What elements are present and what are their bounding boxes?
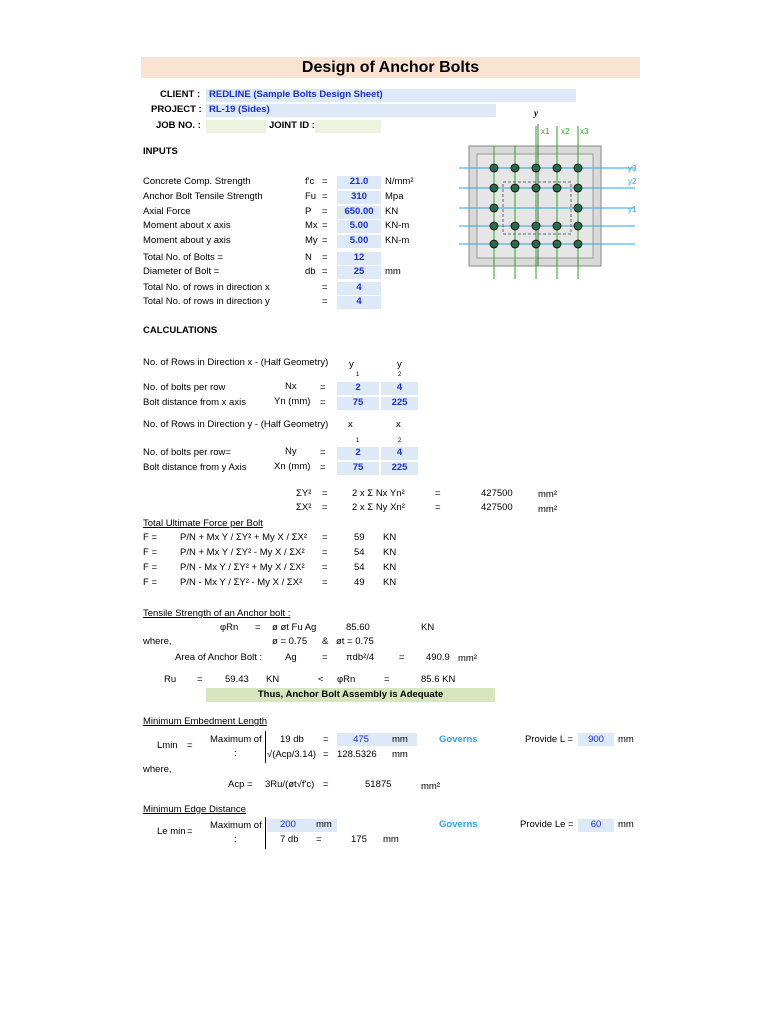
y1-label: y1 bbox=[628, 205, 637, 214]
client-value: REDLINE (Sample Bolts Design Sheet) bbox=[209, 89, 383, 100]
result-text: Thus, Anchor Bolt Assembly is Adequate bbox=[257, 689, 444, 700]
input-unit: mm bbox=[385, 266, 401, 277]
rows-y-sub2: 2 bbox=[398, 438, 402, 444]
eq: = bbox=[320, 397, 326, 408]
embed-r2-unit: mm bbox=[392, 749, 408, 760]
phiRn-value: 85.6 KN bbox=[421, 674, 456, 685]
lmin-label: Lmin bbox=[157, 740, 178, 751]
phiRn2: φRn bbox=[337, 674, 356, 685]
sum-x-lhs: ΣX² bbox=[296, 502, 312, 513]
x1-label: x1 bbox=[541, 127, 550, 136]
dist-y-x1: 75 bbox=[352, 462, 364, 473]
embed-governs: Governs bbox=[439, 734, 478, 745]
input-unit: KN-m bbox=[385, 235, 410, 246]
force-lhs: F = bbox=[143, 577, 157, 588]
force-value: 54 bbox=[354, 562, 365, 573]
rows-y-sub1: 1 bbox=[356, 438, 360, 444]
embed-r1-unit: mm bbox=[392, 734, 408, 745]
amp: & bbox=[322, 636, 329, 647]
where-label: where, bbox=[143, 636, 172, 647]
colon: : bbox=[234, 748, 237, 759]
force-value: 59 bbox=[354, 532, 365, 543]
lemin-label: Le min bbox=[157, 826, 186, 837]
sum-y-rhs: 2 x Σ Nx Yn² bbox=[352, 488, 405, 499]
input-unit: Mpa bbox=[385, 191, 404, 202]
rows-x-title: No. of Rows in Direction x - (Half Geometry) bbox=[143, 357, 329, 368]
input-eq: = bbox=[322, 282, 328, 293]
colon: : bbox=[234, 834, 237, 845]
input-eq: = bbox=[322, 296, 328, 307]
max-of-label: Maximum of bbox=[210, 734, 262, 745]
sum-x-unit: mm² bbox=[538, 504, 557, 515]
edge-governs: Governs bbox=[439, 819, 478, 830]
dist-x-y2: 225 bbox=[391, 397, 408, 408]
eq: = bbox=[187, 826, 193, 837]
input-value: 650.00 bbox=[344, 206, 374, 217]
provide-l-value: 900 bbox=[588, 734, 604, 745]
provide-le-value: 60 bbox=[590, 819, 602, 830]
input-eq: = bbox=[322, 235, 328, 246]
edge-r1-value: 200 bbox=[280, 819, 296, 830]
force-expr: P/N + Mx Y / ΣY² - My X / ΣX² bbox=[180, 547, 305, 558]
max-of-label: Maximum of bbox=[210, 820, 262, 831]
eq: = bbox=[197, 674, 203, 685]
force-heading: Total Ultimate Force per Bolt bbox=[143, 518, 263, 529]
acp-formula: 3Ru/(øt√f'c) bbox=[265, 779, 315, 790]
embed-r2-value: 128.5326 bbox=[337, 749, 377, 760]
sum-y-lhs: ΣY² bbox=[296, 488, 312, 499]
rows-x-col1: y bbox=[349, 359, 354, 370]
dist-y-label: Bolt distance from y Axis bbox=[143, 462, 247, 473]
input-value: 5.00 bbox=[349, 235, 369, 246]
input-eq: = bbox=[322, 206, 328, 217]
dist-y-symbol: Xn (mm) bbox=[274, 461, 311, 472]
input-label: Total No. of rows in direction y bbox=[143, 296, 270, 307]
rows-y-title: No. of Rows in Direction y - (Half Geometry) bbox=[143, 419, 329, 430]
input-symbol: Mx bbox=[305, 220, 318, 231]
area-unit: mm² bbox=[458, 653, 477, 664]
edge-r2-value: 175 bbox=[351, 834, 367, 845]
eq: = bbox=[187, 740, 193, 751]
force-lhs: F = bbox=[143, 547, 157, 558]
job-field[interactable] bbox=[206, 120, 266, 133]
area-value: 490.9 bbox=[426, 652, 450, 663]
force-unit: KN bbox=[383, 562, 397, 573]
where-label: where, bbox=[143, 764, 172, 775]
eq: = bbox=[322, 577, 328, 588]
input-value: 12 bbox=[353, 252, 365, 263]
input-label: Moment about y axis bbox=[143, 235, 231, 246]
x3-label: x3 bbox=[580, 127, 589, 136]
input-symbol: My bbox=[305, 235, 318, 246]
inputs-heading: INPUTS bbox=[143, 146, 178, 157]
eq: = bbox=[322, 502, 328, 513]
area-label: Area of Anchor Bolt : bbox=[175, 652, 263, 663]
eq: = bbox=[323, 749, 329, 760]
tensile-heading: Tensile Strength of an Anchor bolt : bbox=[143, 608, 291, 619]
eq: = bbox=[384, 674, 390, 685]
phi-value: ø = 0.75 bbox=[272, 636, 308, 647]
y3-label: y3 bbox=[628, 164, 637, 173]
input-value: 310 bbox=[351, 191, 367, 202]
force-lhs: F = bbox=[143, 562, 157, 573]
provide-le-unit: mm bbox=[618, 819, 634, 830]
provide-le-label: Provide Le = bbox=[520, 819, 574, 830]
input-symbol: N bbox=[305, 252, 312, 263]
input-symbol: f'c bbox=[305, 176, 315, 187]
eq: = bbox=[323, 734, 329, 745]
acp-lhs: Acp = bbox=[228, 779, 253, 790]
dist-x-symbol: Yn (mm) bbox=[274, 396, 311, 407]
eq: = bbox=[255, 622, 261, 633]
eq: = bbox=[322, 562, 328, 573]
eq: = bbox=[316, 834, 322, 845]
input-value: 4 bbox=[356, 296, 362, 307]
input-label: Diameter of Bolt = bbox=[143, 266, 220, 277]
input-symbol: db bbox=[305, 266, 316, 277]
embed-r1-expr: 19 db bbox=[280, 734, 304, 745]
rows-x-sub1: 1 bbox=[356, 372, 360, 378]
tensile-unit: KN bbox=[421, 622, 435, 633]
provide-l-unit: mm bbox=[618, 734, 634, 745]
input-label: Anchor Bolt Tensile Strength bbox=[143, 191, 263, 202]
tensile-value: 85.60 bbox=[346, 622, 370, 633]
eq: = bbox=[320, 447, 326, 458]
embed-heading: Minimum Embedment Length bbox=[143, 716, 268, 727]
bolts-per-row-y2: 4 bbox=[396, 382, 403, 393]
acp-unit: mm² bbox=[421, 781, 440, 792]
eq: = bbox=[435, 502, 441, 513]
area-formula: πdb²/4 bbox=[346, 652, 375, 663]
job-label: JOB NO. : bbox=[156, 120, 201, 131]
sum-y-unit: mm² bbox=[538, 489, 557, 500]
eq: = bbox=[322, 532, 328, 543]
lt-sign: < bbox=[318, 674, 324, 685]
project-label: PROJECT : bbox=[151, 104, 202, 115]
force-value: 49 bbox=[354, 577, 365, 588]
eq: = bbox=[322, 652, 328, 663]
force-unit: KN bbox=[383, 532, 397, 543]
bolts-per-row-symbol: Nx bbox=[285, 381, 297, 392]
dist-x-y1: 75 bbox=[352, 397, 364, 408]
eq: = bbox=[322, 488, 328, 499]
input-label: Axial Force bbox=[143, 206, 191, 217]
bolts-per-row-y-label: No. of bolts per row= bbox=[143, 447, 231, 458]
input-label: Total No. of Bolts = bbox=[143, 252, 223, 263]
eq: = bbox=[435, 488, 441, 499]
eq: = bbox=[322, 547, 328, 558]
sum-x-value: 427500 bbox=[481, 502, 513, 513]
input-label: Moment about x axis bbox=[143, 220, 231, 231]
input-unit: N/mm² bbox=[385, 176, 414, 187]
embed-r2-expr: √(Acp/3.14) bbox=[267, 749, 317, 760]
input-value: 21.0 bbox=[349, 176, 369, 187]
input-eq: = bbox=[322, 266, 328, 277]
rows-x-sub2: 2 bbox=[398, 372, 402, 378]
phit-value: øt = 0.75 bbox=[336, 636, 374, 647]
force-expr: P/N + Mx Y / ΣY² + My X / ΣX² bbox=[180, 532, 308, 543]
sum-x-rhs: 2 x Σ Ny Xn² bbox=[352, 502, 405, 513]
y2-label: y2 bbox=[628, 177, 637, 186]
bracket-line bbox=[265, 817, 266, 849]
sum-y-value: 427500 bbox=[481, 488, 513, 499]
input-eq: = bbox=[322, 191, 328, 202]
joint-label: JOINT ID : bbox=[269, 120, 315, 131]
provide-l-label: Provide L = bbox=[525, 734, 573, 745]
eq: = bbox=[399, 652, 405, 663]
input-value: 4 bbox=[356, 282, 362, 293]
bolts-per-row-y1: 2 bbox=[355, 382, 361, 393]
input-unit: KN-m bbox=[385, 220, 410, 231]
ru-unit: KN bbox=[266, 674, 280, 685]
eq: = bbox=[323, 779, 329, 790]
acp-value: 51875 bbox=[365, 779, 392, 790]
force-expr: P/N - Mx Y / ΣY² + My X / ΣX² bbox=[180, 562, 305, 573]
force-unit: KN bbox=[383, 547, 397, 558]
input-eq: = bbox=[322, 176, 328, 187]
dist-y-x2: 225 bbox=[391, 462, 408, 473]
bolts-per-row-label: No. of bolts per row bbox=[143, 382, 226, 393]
bracket-line bbox=[265, 731, 266, 763]
edge-r1-unit: mm bbox=[316, 819, 332, 830]
rows-y-col1: x bbox=[348, 419, 353, 430]
input-unit: KN bbox=[385, 206, 399, 217]
input-symbol: Fu bbox=[305, 191, 317, 202]
force-expr: P/N - Mx Y / ΣY² - My X / ΣX² bbox=[180, 577, 303, 588]
x2-label: x2 bbox=[561, 127, 570, 136]
ru-value: 59.43 bbox=[225, 674, 249, 685]
bolt-layout-diagram bbox=[455, 104, 645, 284]
client-label: CLIENT : bbox=[160, 89, 201, 100]
eq: = bbox=[320, 462, 326, 473]
embed-r1-value: 475 bbox=[353, 734, 369, 745]
eq: = bbox=[320, 382, 326, 393]
edge-r2-expr: 7 db bbox=[280, 834, 299, 845]
tensile-formula: ø øt Fu Ag bbox=[272, 622, 317, 633]
area-symbol: Ag bbox=[285, 652, 297, 663]
input-label: Total No. of rows in direction x bbox=[143, 282, 270, 293]
rows-y-col2: x bbox=[396, 419, 401, 430]
project-value: RL-19 (Sides) bbox=[209, 104, 270, 115]
page-title: Design of Anchor Bolts bbox=[301, 59, 480, 76]
input-symbol: P bbox=[305, 206, 312, 217]
dist-x-label: Bolt distance from x axis bbox=[143, 397, 246, 408]
ru-label: Ru bbox=[164, 674, 177, 685]
force-unit: KN bbox=[383, 577, 397, 588]
joint-field[interactable] bbox=[315, 120, 381, 133]
force-value: 54 bbox=[354, 547, 365, 558]
y-axis-label: y bbox=[534, 108, 538, 118]
input-value: 5.00 bbox=[349, 220, 369, 231]
force-lhs: F = bbox=[143, 532, 157, 543]
calculations-heading: CALCULATIONS bbox=[143, 325, 218, 336]
input-eq: = bbox=[322, 252, 328, 263]
edge-heading: Minimum Edge Distance bbox=[143, 804, 246, 815]
rows-x-col2: y bbox=[397, 359, 402, 370]
bolts-per-row-y-symbol: Ny bbox=[285, 446, 297, 457]
bolts-per-row-x1: 2 bbox=[355, 447, 361, 458]
bolts-per-row-x2: 4 bbox=[396, 447, 403, 458]
input-value: 25 bbox=[353, 266, 365, 277]
input-label: Concrete Comp. Strength bbox=[143, 176, 251, 187]
phiRn: φRn bbox=[220, 622, 239, 633]
input-eq: = bbox=[322, 220, 328, 231]
edge-r2-unit: mm bbox=[383, 834, 399, 845]
